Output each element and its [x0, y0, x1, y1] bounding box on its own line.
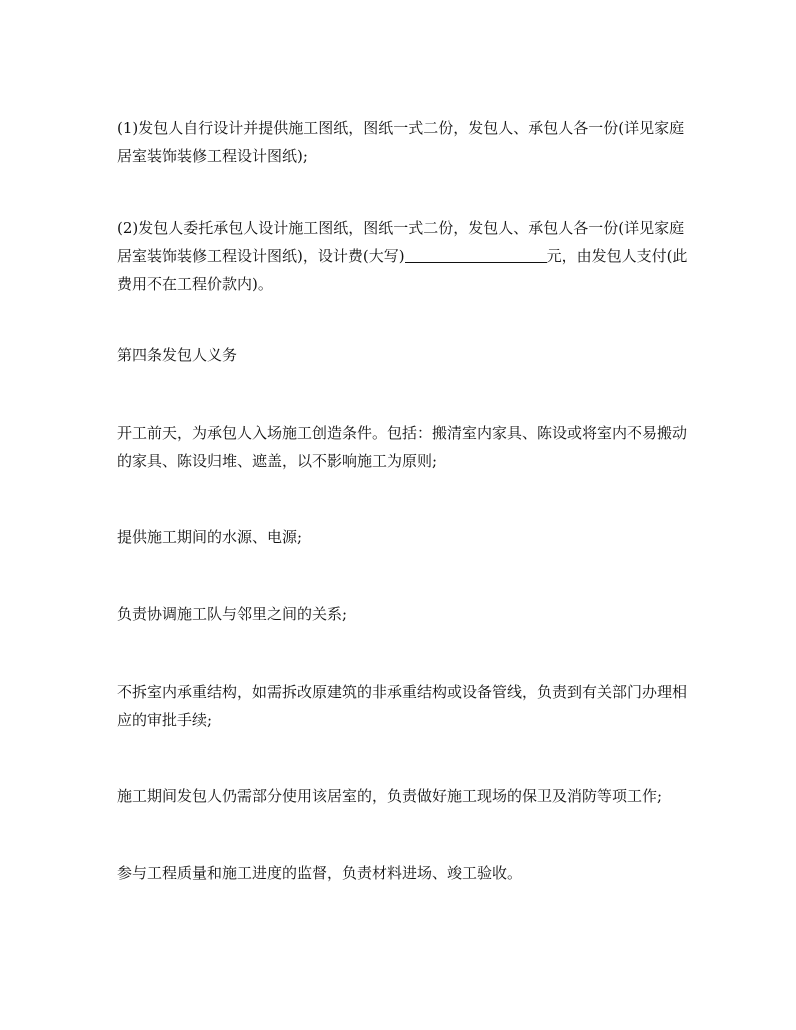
paragraph-design-option-2-text: (2)发包人委托承包人设计施工图纸，图纸一式二份，发包人、承包人各一份(详见家庭居室装饰装修工程设计图纸)，设计费(大写)	[117, 219, 685, 265]
paragraph-obligation-1: 开工前天，为承包人入场施工创造条件。包括：搬清室内家具、陈设或将室内不易搬动的家具、陈设归堆、遮盖，以不影响施工为原则;	[117, 424, 688, 470]
design-fee-blank-line[interactable]	[405, 244, 547, 263]
paragraph-obligation-4: 不拆室内承重结构，如需拆改原建筑的非承重结构或设备管线，负责到有关部门办理相应的审批手续;	[117, 683, 688, 729]
paragraph-obligation-5: 施工期间发包人仍需部分使用该居室的，负责做好施工现场的保卫及消防等项工作;	[117, 787, 663, 805]
paragraph-design-option-2	[117, 214, 695, 298]
paragraph-obligation-3: 负责协调施工队与邻里之间的关系;	[117, 605, 348, 623]
paragraph-design-option-1: (1)发包人自行设计并提供施工图纸，图纸一式二份，发包人、承包人各一份(详见家庭居室装饰装修工程设计图纸);	[117, 119, 685, 165]
paragraph-obligation-2: 提供施工期间的水源、电源;	[117, 528, 303, 546]
paragraph-design-option-2-tail: 元，由发包人支付(此费用不在工程价款内)。	[117, 247, 688, 293]
section-heading-article-4: 第四条发包人义务	[117, 346, 238, 364]
paragraph-obligation-6: 参与工程质量和施工进度的监督，负责材料进场、竣工验收。	[117, 864, 523, 882]
